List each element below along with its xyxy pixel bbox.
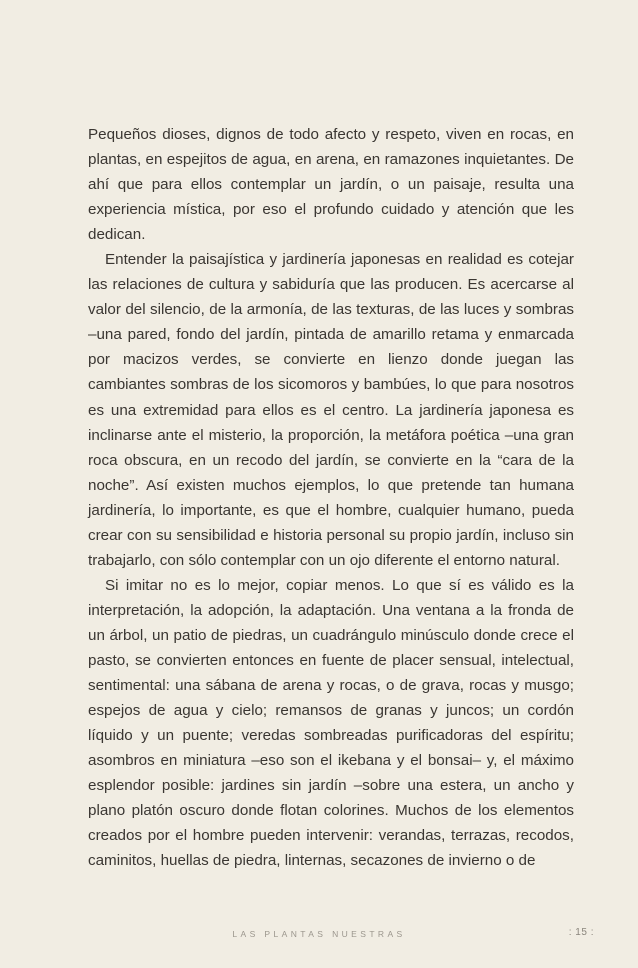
page-number: : 15 : [568,927,594,938]
paragraph-1: Pequeños dioses, dignos de todo afecto y respeto, viven en rocas, en plantas, en espejitos de agua, en arena, en ramazones inquietantes. De ahí que para ellos contemplar un jardín, o un paisaje, resulta una experiencia mística, por eso el profundo cuidado y atención que les dedican. [88,126,574,244]
body-text [88,122,574,873]
paragraph-3: Si imitar no es lo mejor, copiar menos. Lo que sí es válido es la interpretación, la adopción, la adaptación. Una ventana a la fronda de un árbol, un patio de piedras, un cuadrángulo minúsculo donde crece el pasto, se convierten entonces en fuente de placer sensual, intelectual, sentimental: una sábana de arena y rocas, o de grava, rocas y musgo; espejos de agua y cielo; remansos de granas y juncos; un cordón líquido y un puente; veredas sombreadas purificadoras del espíritu; asombros en miniatura –eso son el ikebana y el bonsai– y, el máximo esplendor posible: jardines sin jardín –sobre una estera, un ancho y plano platón oscuro donde flotan colorines. Muchos de los elementos creados por el hombre pueden intervenir: verandas, terrazas, recodos, caminitos, huellas de piedra, linternas, secazones de invierno o de [88,576,574,870]
paragraph-2: Entender la paisajística y jardinería japonesas en realidad es cotejar las relaciones de cultura y sabiduría que las producen. Es acercarse al valor del silencio, de la armonía, de las texturas, de las luces y sombras –una pared, fondo del jardín, pintada de amarillo retama y enmarcada por macizos verdes, se convierte en lienzo donde juegan las cambiantes sombras de los sicomoros y bambúes, lo que para nosotros es una extremidad para ellos es el centro. La jardinería japonesa es inclinarse ante el misterio, la proporción, la metáfora poética –una gran roca obscura, en un recodo del jardín, se convierte en la “cara de la noche”. Así existen muchos ejemplos, lo que pretende tan humana jardinería, lo importante, es que el hombre, cualquier humano, pueda crear con su sensibilidad e historia personal su propio jardín, incluso sin trabajarlo, con sólo contemplar con un ojo diferente el entorno natural. [88,251,574,569]
running-title: LAS PLANTAS NUESTRAS [232,929,406,939]
